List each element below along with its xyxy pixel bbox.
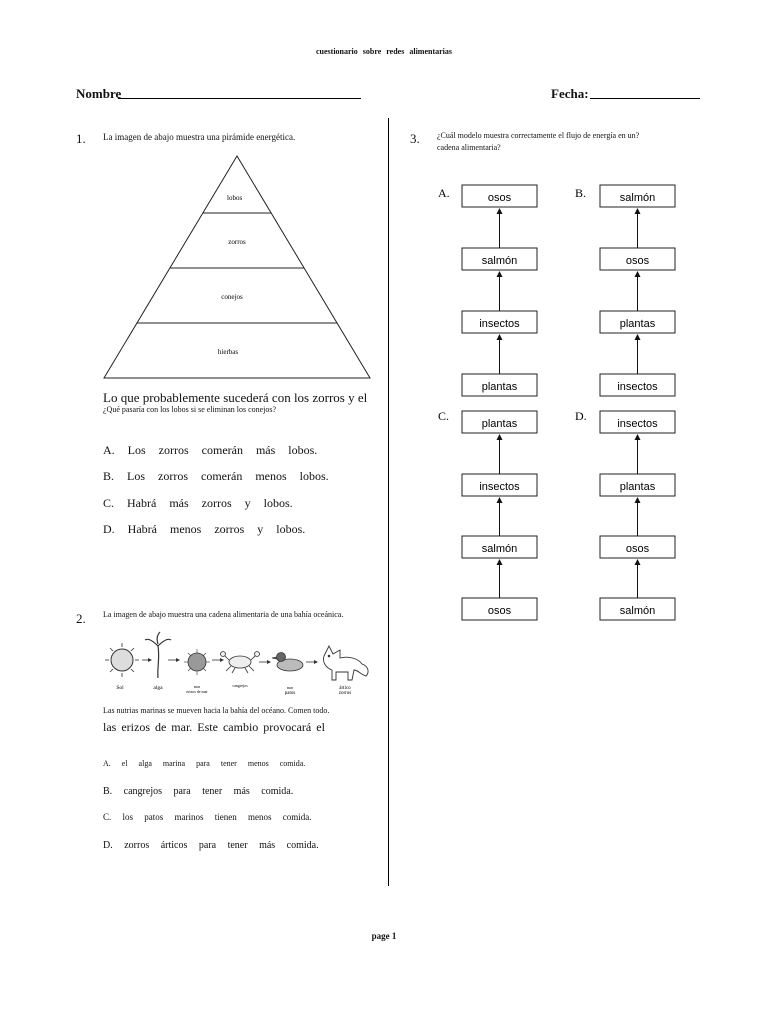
option-letter: A. xyxy=(103,443,115,457)
model-d[interactable] xyxy=(575,409,675,620)
date-field-line[interactable] xyxy=(590,98,700,99)
model-c-box-1: plantas xyxy=(481,418,518,430)
pyramid-level-conejos: conejos xyxy=(221,293,243,301)
chain-label-mar: mar xyxy=(193,684,201,689)
q1-intro: La imagen de abajo muestra una pirámide energética. xyxy=(103,132,296,142)
column-divider xyxy=(388,118,389,886)
chain-label-artico: ártico xyxy=(339,686,351,691)
q2-stem-small: Las nutrias marinas se mueven hacia la bahía del océano. Comen todo. xyxy=(103,706,330,715)
q3-number: 3. xyxy=(410,131,420,146)
model-b-box-3: plantas xyxy=(619,318,656,330)
model-c-box-4: osos xyxy=(487,605,512,617)
model-d-box-3: osos xyxy=(625,543,650,555)
q2-stem-large: las erizos de mar. Este cambio provocará el xyxy=(103,720,325,734)
crab-icon xyxy=(221,652,260,674)
chain-label-patos: patos xyxy=(284,691,296,696)
q3-stem-line-2: cadena alimentaria? xyxy=(437,143,501,152)
name-field-line[interactable] xyxy=(118,98,361,99)
q1-stem-small: ¿Qué pasaría con los lobos si se eliminan los conejos? xyxy=(103,405,277,414)
ocean-food-chain xyxy=(100,628,375,700)
model-a-box-3: insectos xyxy=(479,318,520,330)
model-a-letter: A. xyxy=(438,186,450,200)
model-a-box-4: plantas xyxy=(481,381,518,393)
model-b-box-1: salmón xyxy=(619,192,656,204)
seaweed-icon xyxy=(145,632,171,678)
option-letter: C. xyxy=(103,812,112,822)
model-b-box-4: insectos xyxy=(617,381,658,393)
arctic-fox-icon xyxy=(323,646,368,680)
chain-label-alga: alga xyxy=(153,685,163,691)
model-a[interactable] xyxy=(438,185,537,396)
option-text: Habrá más zorros y lobos. xyxy=(127,496,293,510)
pyramid-level-zorros: zorros xyxy=(228,238,246,246)
date-label: Fecha: xyxy=(551,86,589,101)
name-label: Nombre xyxy=(76,86,122,101)
sea-urchin-icon xyxy=(184,649,210,675)
model-d-box-1: insectos xyxy=(617,418,658,430)
model-c-box-2: insectos xyxy=(479,481,520,493)
page-number: page 1 xyxy=(371,931,397,941)
worksheet-title: cuestionario sobre redes alimentarias xyxy=(315,47,453,56)
model-d-letter: D. xyxy=(575,409,587,423)
q2-option-a[interactable] xyxy=(103,759,305,768)
option-text: cangrejos para tener más comida. xyxy=(123,786,294,797)
chain-label-cangrejos: cangrejos xyxy=(232,683,248,688)
chain-label-sol: Sol xyxy=(116,685,124,691)
option-text: zorros árticos para tener más comida. xyxy=(124,840,319,851)
chain-label-erizos: erizos de mar xyxy=(186,689,208,694)
option-letter: D. xyxy=(103,840,113,851)
sun-icon xyxy=(105,643,139,677)
q3-stem-line-1: ¿Cuál modelo muestra correctamente el flujo de energía en un? xyxy=(437,131,640,140)
pyramid-level-hierbas: hierbas xyxy=(217,348,239,356)
model-a-box-2: salmón xyxy=(481,255,518,267)
model-b-letter: B. xyxy=(575,186,587,200)
q2-number: 2. xyxy=(76,611,86,626)
q1-option-c[interactable] xyxy=(103,496,293,511)
food-chain-models xyxy=(430,175,680,625)
option-letter: B. xyxy=(103,786,113,797)
option-letter: A. xyxy=(103,759,111,768)
q1-option-d[interactable] xyxy=(103,522,305,537)
model-d-box-2: plantas xyxy=(619,481,656,493)
chain-label-mar-2: mar xyxy=(286,685,294,690)
model-c[interactable] xyxy=(438,409,537,620)
q2-option-c[interactable] xyxy=(103,812,312,822)
model-c-box-3: salmón xyxy=(481,543,518,555)
q2-option-d[interactable] xyxy=(103,840,319,851)
model-a-box-1: osos xyxy=(487,192,512,204)
energy-pyramid xyxy=(100,150,375,382)
option-text: Los zorros comerán menos lobos. xyxy=(127,469,329,483)
model-b[interactable] xyxy=(575,185,675,396)
q2-option-b[interactable] xyxy=(103,786,293,797)
q1-stem-large: Lo que probablemente sucederá con los zorros y el xyxy=(103,390,368,405)
chain-label-zorros: zorros xyxy=(338,691,352,696)
q1-option-b[interactable] xyxy=(103,469,329,484)
option-letter: D. xyxy=(103,522,115,536)
option-text: el alga marina para tener menos comida. xyxy=(121,759,306,768)
model-d-box-4: salmón xyxy=(619,605,656,617)
q2-intro: La imagen de abajo muestra una cadena alimentaria de una bahía oceánica. xyxy=(103,610,344,619)
option-text: los patos marinos tienen menos comida. xyxy=(122,812,312,822)
pyramid-level-lobos: lobos xyxy=(227,194,243,202)
q1-option-a[interactable] xyxy=(103,443,317,458)
q1-number: 1. xyxy=(76,131,86,146)
option-text: Los zorros comerán más lobos. xyxy=(127,443,318,457)
model-c-letter: C. xyxy=(438,409,450,423)
option-text: Habrá menos zorros y lobos. xyxy=(127,522,306,536)
option-letter: C. xyxy=(103,496,115,510)
q3-stem xyxy=(437,130,639,154)
option-letter: B. xyxy=(103,469,115,483)
sea-duck-icon xyxy=(272,653,303,672)
model-b-box-2: osos xyxy=(625,255,650,267)
